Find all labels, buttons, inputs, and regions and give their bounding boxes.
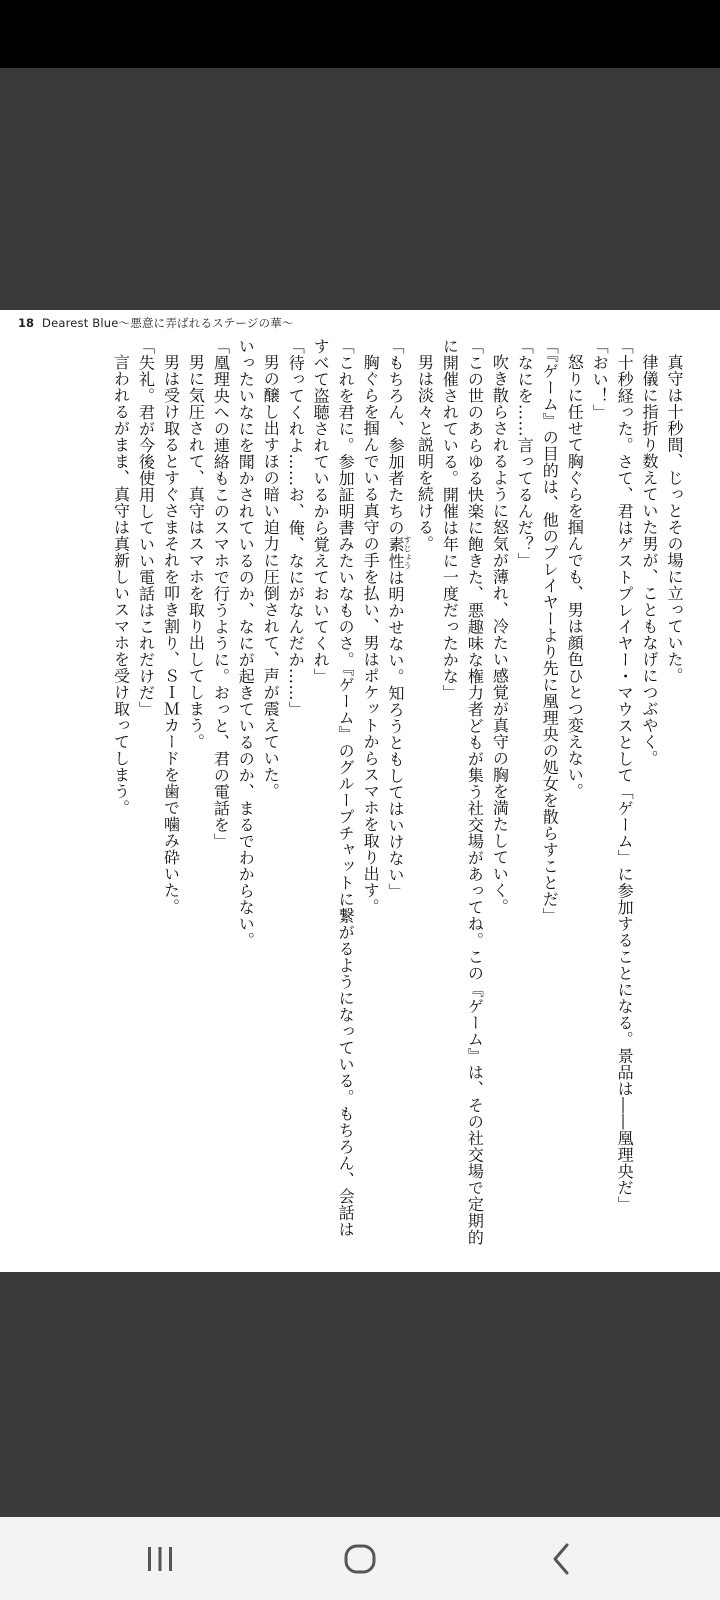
recent-apps-icon — [145, 1544, 175, 1574]
text-line: 怒りに任せて胸ぐらを掴んでも、男は顔色ひとつ変えない。 — [565, 354, 585, 800]
text-line: 「なにを……言ってるんだ？」 — [515, 338, 535, 569]
text-line: いったいなにを聞かされているのか、なにが起きているのか、まるでわからない。 — [236, 338, 256, 949]
text-line: 「これを君に。参加証明書みたいなものさ。『ゲーム』のグループチャットに繋がるようになっている。もちろん、会話は — [336, 338, 356, 1238]
text-line: 「待ってくれよ……お、俺、なにがなんだか……」 — [286, 338, 306, 718]
text-line: 「『ゲーム』の目的は、他のプレイヤーより先に凰理央の処女を散らすことだ」 — [540, 338, 560, 924]
home-icon — [343, 1542, 377, 1576]
book-title: Dearest Blue〜悪意に弄ばれるステージの華〜 — [42, 316, 294, 330]
text-line: 「凰理央への連絡もこのスマホで行うように。おっと、君の電話を」 — [211, 338, 231, 850]
text-line: 胸ぐらを掴んでいる真守の手を払い、男はポケットからスマホを取り出す。 — [361, 354, 381, 915]
text-line: 律儀に指折り数えていた男が、こともなげにつぶやく。 — [640, 354, 660, 767]
vertical-text-block — [108, 338, 686, 1250]
ruby-base: 素性 — [386, 535, 406, 570]
text-line: 真守は十秒間、じっとその場に立っていた。 — [665, 354, 684, 684]
text-line: 「おい！」 — [590, 338, 610, 421]
ruby-annotation — [386, 535, 413, 570]
text-line: すべて盗聴されているから覚えておいてくれ」 — [311, 338, 331, 685]
text-segment: 「もちろん、参加者たちの — [386, 338, 406, 536]
text-line: 言われるがまま、真守は真新しいスマホを受け取ってしまう。 — [111, 354, 131, 816]
back-icon — [547, 1542, 577, 1576]
text-segment: は明かせない。知ろうともしてはいけない」 — [386, 569, 406, 900]
navigation-bar — [0, 1517, 720, 1600]
text-line: 男は淡々と説明を続ける。 — [415, 354, 435, 552]
text-line: 男に気圧されて、真守はスマホを取り出してしまう。 — [186, 354, 206, 750]
running-head — [18, 314, 294, 332]
text-line: 「この世のあらゆる快楽に飽きた、悪趣味な権力者どもが集う社交場があってね。この『ゲーム』は、その社交場で定期的 — [465, 338, 485, 1246]
text-line: 「十秒経った。さて、君はゲストプレイヤー・マウスとして「ゲーム」に参加することになる。景品は――凰理央だ」 — [615, 338, 635, 1213]
text-line: 「失礼。君が今後使用していい電話はこれだけだ」 — [136, 338, 156, 718]
home-button[interactable] — [320, 1533, 400, 1585]
text-line — [382, 338, 411, 1250]
page-number: 18 — [18, 316, 35, 330]
ruby-text: すじょう — [403, 535, 413, 570]
status-bar — [0, 0, 720, 68]
text-line: に開催されている。開催は年に一度だったかな」 — [440, 338, 460, 701]
reader-top-margin[interactable] — [0, 68, 720, 310]
text-line: 男の醸し出すほの暗い迫力に圧倒されて、声が震えていた。 — [261, 354, 281, 800]
text-line: 男は受け取るとすぐさまそれを叩き割り、ＳＩＭカードを歯で噛み砕いた。 — [161, 354, 181, 915]
recent-apps-button[interactable] — [120, 1533, 200, 1585]
back-button[interactable] — [522, 1533, 602, 1585]
reader-bottom-margin[interactable] — [0, 1272, 720, 1517]
text-line: 吹き散らされるように怒気が薄れ、冷たい感覚が真守の胸を満たしていく。 — [490, 354, 510, 915]
book-page[interactable] — [0, 310, 720, 1272]
